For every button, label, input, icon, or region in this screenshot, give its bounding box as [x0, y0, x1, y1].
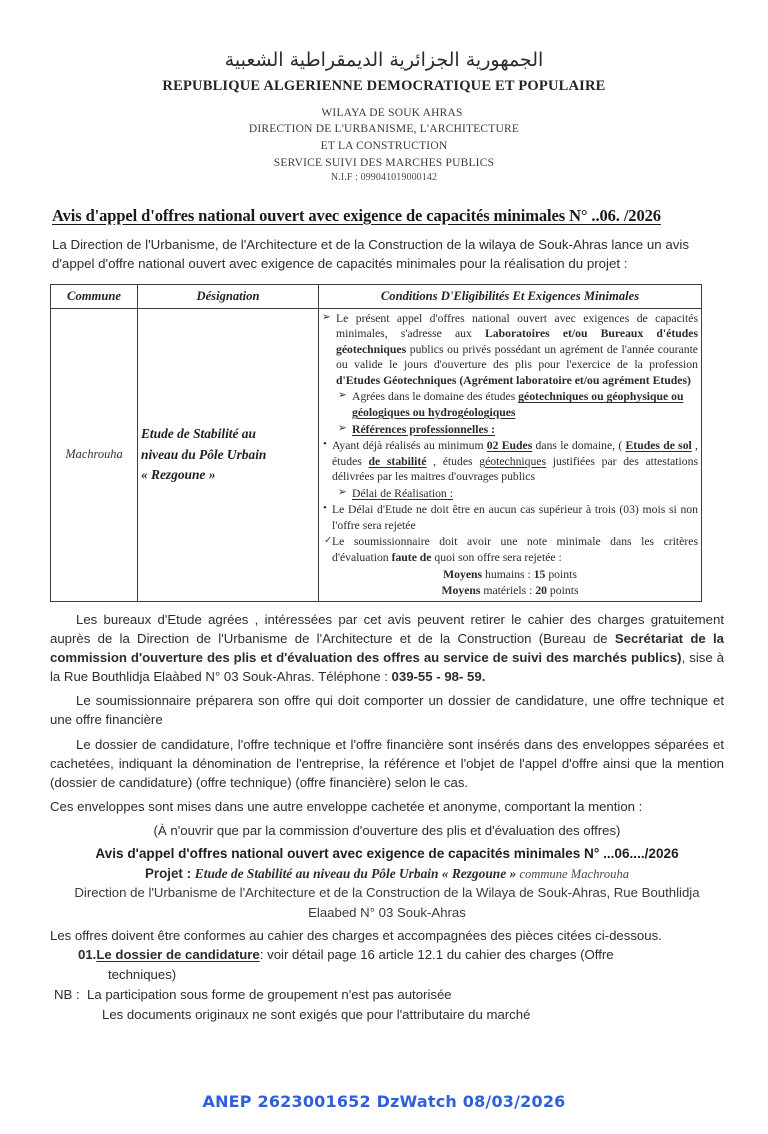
- nb-text-2: Les documents originaux ne sont exigés que pour l'attributaire du marché: [102, 1006, 531, 1022]
- requirement-number: 01.: [78, 947, 97, 963]
- intro-line-1: La Direction de l'Urbanisme, de l'Architecture et de la Construction de la wilaya de Souk-Ahras: [52, 236, 608, 252]
- bid-conditions-table: [50, 284, 702, 602]
- paragraph-envelopes: Le dossier de candidature, l'offre technique et l'offre financière sont insérés dans des enveloppes séparées et cachetées, indiquant la dénomination de l'entreprise, la référence et l'objet de l'appel d'offre ainsi que la mention (dossier de candidature) (offre technique) (offre financière) selon le cas.: [50, 736, 724, 790]
- score-material-mid: matériels :: [480, 584, 536, 598]
- cond-2-text-a: Agrées dans le domaine des études: [352, 390, 519, 404]
- cond-1-text-a: Le présent appel d'offres national ouvert avec exigences de capacités minimales, s'adresse aux: [336, 311, 698, 341]
- condition-item-domain: [322, 389, 698, 420]
- score-material-unit: points: [547, 584, 579, 598]
- designation-line-3: « Rezgoune »: [141, 466, 216, 482]
- arabic-republic-title: الجمهورية الجزائرية الديمقراطية الشعبية: [224, 49, 544, 71]
- cond-4-text-i: justifiées par des attestations délivrées par les maitres d'ouvrages publics: [332, 454, 699, 484]
- envelope-direction-line-1: Direction de l'Urbanisme de l'Architecture et de la Construction de la Wilaya de Souk-Ahras, Rue Bouthlidja: [74, 885, 700, 901]
- para1-phone: 039-55 - 98- 59.: [391, 669, 486, 685]
- score-line-material: [322, 583, 698, 599]
- nb-label: NB :: [54, 987, 80, 1003]
- cond-7-text-b: faute de: [391, 551, 435, 565]
- cell-conditions: [319, 308, 702, 601]
- table-row: [51, 308, 702, 601]
- score-human-unit: points: [545, 567, 577, 581]
- condition-item-references: [322, 438, 698, 485]
- cond-4-text-h: géotechniques: [479, 454, 547, 468]
- cond-3-text: Références professionnelles :: [352, 422, 496, 436]
- cond-1-text-d: d'Etudes Géotechniques (Agrément laboratoire et/ou agrément Etudes): [336, 373, 691, 387]
- nb-text-1: La participation sous forme de groupement n'est pas autorisée: [86, 987, 452, 1003]
- cond-6-text-b: aucun cas supérieur à trois (03) mois si non l'offre sera rejetée: [332, 503, 698, 532]
- page-title: Avis d'appel d'offres national ouvert avec exigence de capacités minimales N° ..06. /2026: [52, 205, 661, 225]
- direction-line-1: DIRECTION DE L'URBANISME, L'ARCHITECTURE: [248, 123, 520, 136]
- score-human-mid: humains :: [482, 567, 534, 581]
- score-material-label: Moyens: [441, 584, 481, 598]
- anep-footer: ANEP 2623001652 DzWatch 08/03/2026: [202, 1092, 566, 1111]
- condition-item-delay: [322, 502, 698, 533]
- score-material-value: 20: [535, 584, 547, 598]
- condition-item-minimum-score: [322, 534, 698, 565]
- header-conditions: Conditions D'Eligibilités Et Exigences Minimales: [319, 284, 702, 308]
- issuing-authority-block: [0, 105, 768, 186]
- score-human-value: 15: [533, 567, 546, 581]
- requirement-item-01-continuation: techniques): [108, 967, 177, 983]
- nif-line: N.I.F : 099041019000142: [330, 172, 438, 184]
- conformity-line: Les offres doivent être conformes au cahier des charges et accompagnées des pièces citées ci-dessous.: [50, 927, 662, 943]
- requirements-block: [50, 926, 724, 1025]
- cond-4-text-b: 02 Eudes: [486, 439, 533, 453]
- header-commune: Commune: [51, 284, 138, 308]
- cond-7-text-c: quoi son offre sera rejetée :: [434, 551, 562, 565]
- paragraph-withdrawal: [50, 610, 724, 687]
- cond-4-text-c: dans le domaine, (: [532, 439, 626, 453]
- designation-line-1: Etude de Stabilité au: [141, 426, 256, 442]
- condition-item-eligibility: [322, 311, 698, 389]
- cond-6-text-a: Le Délai d'Etude ne doit être en: [332, 503, 489, 517]
- nb-line: [50, 985, 724, 1005]
- intro-line-2: lance un avis d'appel d'offre national ouvert avec exigence de capacités minimales pour la réalisation du projet :: [52, 236, 690, 271]
- cond-5-text: Délai de Réalisation :: [352, 486, 453, 500]
- cond-1-text-c: publics ou privés possédant un agrément de l'année courante ou valide le jours d'ouverture des plis pour l'exercice de la profession: [336, 342, 698, 372]
- para1-text-a: Les bureaux d'Etude agrées , intéressées par cet avis peuvent retirer le cahier des charges gratuitement auprès de la Direction de l'Urbanisme de l'Architecture et de la Construction (Bureau de: [50, 611, 724, 646]
- condition-subtitle-delay: [322, 486, 698, 502]
- republic-title: REPUBLIQUE ALGERIENNE DEMOCRATIQUE ET POPULAIRE: [162, 77, 606, 94]
- project-commune: commune Machrouha: [516, 866, 630, 881]
- envelope-project: [50, 864, 724, 883]
- project-label: Projet :: [144, 865, 195, 881]
- cell-commune: Machrouha: [51, 308, 138, 601]
- cond-4-text-d: Etudes de sol: [625, 439, 692, 453]
- cond-1-text-b: Laboratoires et/ou Bureaux d'études géotechniques: [336, 327, 698, 356]
- condition-subtitle-references: [322, 422, 698, 438]
- direction-line-2: ET LA CONSTRUCTION: [320, 139, 448, 152]
- cond-4-text-f: de stabilité: [368, 454, 427, 468]
- score-line-human: [322, 567, 698, 583]
- paragraph-outer-envelope: Ces enveloppes sont mises dans une autre enveloppe cachetée et anonyme, comportant la mention :: [50, 798, 643, 814]
- envelope-address-block: [50, 844, 724, 921]
- para1-text-b: Secrétariat de la commission d'ouverture des plis et d'évaluation des offres au service de suivi des marchés publics): [50, 630, 724, 665]
- cond-7-text-a: Le soumissionnaire doit avoir une note minimale dans les critères d'évaluation: [332, 535, 698, 565]
- requirement-item-01: [50, 945, 724, 965]
- table-header-row: [51, 284, 702, 308]
- envelope-direction-line-2: Elaabed N° 03 Souk-Ahras: [308, 904, 466, 920]
- document-header: [0, 0, 768, 186]
- envelope-title: Avis d'appel d'offres national ouvert avec exigence de capacités minimales N° ...06..../2026: [95, 846, 679, 862]
- wilaya-line: WILAYA DE SOUK AHRAS: [321, 106, 463, 119]
- paragraph-offer-composition: Le soumissionnaire préparera son offre qui doit comporter un dossier de candidature, une offre technique et une offre financière: [50, 693, 724, 728]
- cond-4-text-a: Ayant déjà réalisés au minimum: [332, 439, 487, 453]
- body-paragraphs: [50, 610, 724, 841]
- designation-line-2: niveau du Pôle Urbain: [141, 446, 267, 462]
- paragraph-envelope-mention: (À n'ouvrir que par la commission d'ouverture des plis et d'évaluation des offres): [153, 823, 621, 839]
- score-human-label: Moyens: [443, 567, 483, 581]
- cond-4-text-e: , études: [332, 439, 698, 468]
- requirement-detail: : voir détail page 16 article 12.1 du cahier des charges (Offre: [259, 947, 614, 963]
- project-value: Etude de Stabilité au niveau du Pôle Urbain « Rezgoune »: [194, 865, 517, 881]
- service-line: SERVICE SUIVI DES MARCHES PUBLICS: [273, 156, 495, 169]
- intro-paragraph: [52, 236, 716, 274]
- cond-4-text-g: , études: [426, 454, 480, 468]
- requirement-label: Le dossier de candidature: [96, 947, 260, 963]
- para1-text-c: , sise à la Rue Bouthlidja Elaàbed N° 03 Souk-Ahras. Téléphone :: [50, 649, 725, 685]
- cond-2-text-b: géotechniques ou géophysique ou géologiques ou hydrogéologiques: [352, 390, 684, 419]
- header-designation: Désignation: [138, 284, 319, 308]
- cell-designation: [138, 308, 319, 601]
